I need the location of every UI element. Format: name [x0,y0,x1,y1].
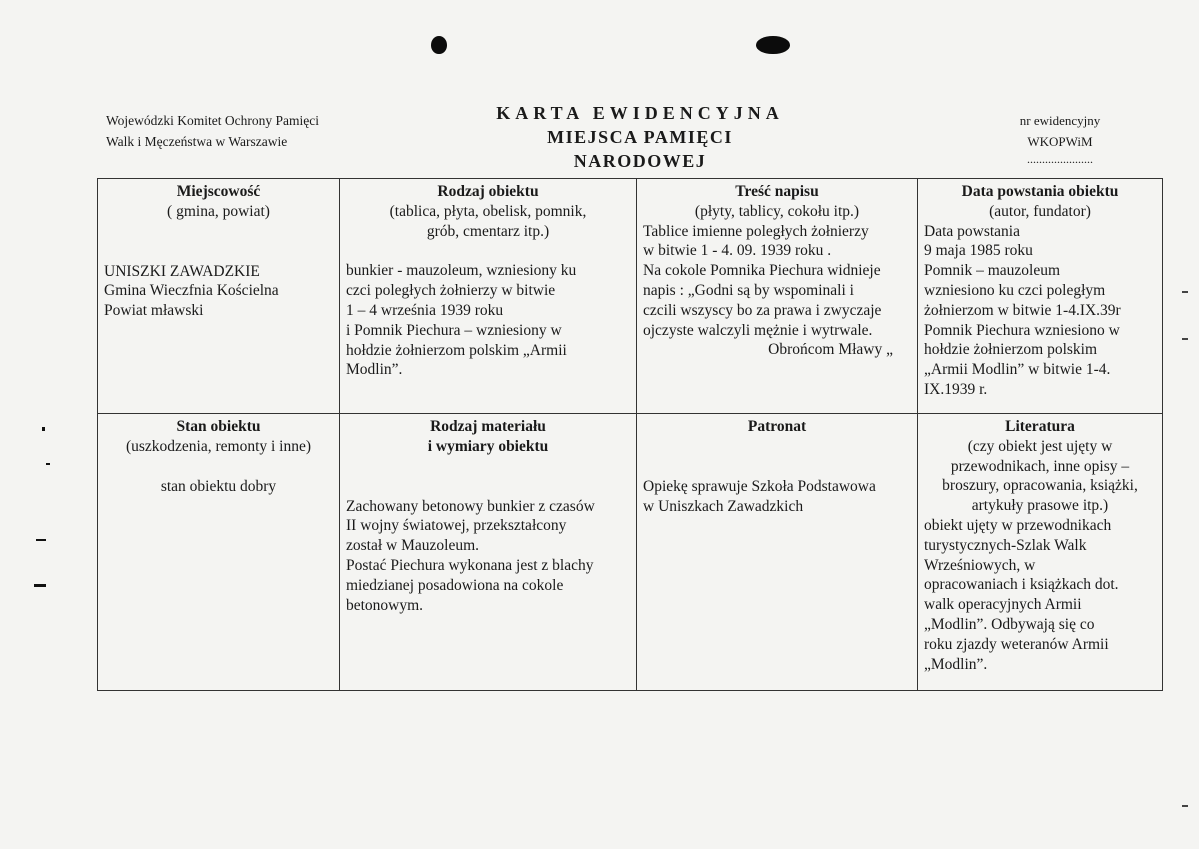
heading-literature: Literatura [1005,418,1075,435]
subheading-location: ( gmina, powiat) [167,202,270,220]
object-type-line: czci poległych żołnierzy w bitwie [346,282,556,300]
heading-patronage: Patronat [747,418,807,435]
literature-line: walk operacyjnych Armii [924,596,1082,614]
scan-speck [36,539,46,541]
creation-date-line: żołnierzom w bitwie 1-4.IX.39r [924,301,1121,319]
issuer-line-1: Wojewódzki Komitet Ochrony Pamięci [106,113,319,128]
material-line: miedzianej posadowiona na cokole [346,576,564,594]
inscription-line: napis : „Godni są by wspominali i [643,281,854,299]
inscription-line: Tablice imienne poległych żołnierzy [643,222,869,240]
cell-creation-date [918,179,1163,414]
literature-line: obiekt ujęty w przewodnikach [924,516,1112,534]
heading-material-1: Rodzaj materiału [430,418,546,435]
inscription-dedication: Obrońcom Mławy „ [768,341,893,359]
punch-hole-left [431,36,447,54]
cell-object-type [340,179,637,414]
cell-inscription [637,179,918,414]
material-line: Zachowany betonowy bunkier z czasów [346,497,595,515]
creation-date-line: wzniesiono ku czci poległym [924,281,1106,299]
registry-number-block [1000,110,1120,166]
literature-line: „Modlin”. Odbywają się co [924,615,1095,633]
scan-speck [1182,338,1188,340]
document-title [480,101,800,173]
inscription-line: w bitwie 1 - 4. 09. 1939 roku . [643,242,832,260]
heading-creation-date: Data powstania obiektu [961,183,1119,200]
subheading-literature: broszury, opracowania, książki, [942,477,1138,495]
title-line-2: MIEJSCA PAMIĘCI NARODOWEJ [547,127,733,171]
inscription-line: Na cokole Pomnika Piechura widnieje [643,262,881,280]
literature-line: opracowaniach i książkach dot. [924,576,1119,594]
registry-code: WKOPWiM [1027,134,1093,149]
creation-date-line: Data powstania [924,222,1020,240]
title-line-1: KARTA EWIDENCYJNA [496,103,784,123]
inscription-line: ojczyste walczyli mężnie i wytrwale. [643,321,873,339]
heading-location: Miejscowość [176,183,261,200]
creation-date-line: Pomnik – mauzoleum [924,262,1061,280]
material-line: Postać Piechura wykonana jest z blachy [346,556,594,574]
object-type-line: i Pomnik Piechura – wzniesiony w [346,321,562,339]
object-type-line: hołdzie żołnierzom polskim „Armii [346,341,567,359]
literature-line: „Modlin”. [924,655,988,673]
subheading-literature: artykuły prasowe itp.) [971,497,1109,515]
scan-speck [46,463,50,465]
object-type-line: Modlin”. [346,361,403,379]
scan-speck [1182,291,1188,293]
creation-date-line: Pomnik Piechura wzniesiono w [924,321,1120,339]
subheading-condition: (uszkodzenia, remonty i inne) [125,437,312,455]
issuer-block [106,110,319,152]
literature-line: Wrześniowych, w [924,556,1036,574]
material-line: betonowym. [346,596,424,614]
condition-value: stan obiektu dobry [160,477,277,495]
subheading-inscription: (płyty, tablicy, cokołu itp.) [694,202,860,220]
location-line: Gmina Wieczfnia Kościelna [104,282,279,300]
literature-line: turystycznych-Szlak Walk [924,536,1087,554]
punch-hole-right [756,36,790,54]
cell-location [98,179,340,414]
registry-label: nr ewidencyjny [1019,113,1101,128]
subheading-object-type-2: grób, cmentarz itp.) [426,222,550,240]
issuer-line-2: Walk i Męczeństwa w Warszawie [106,134,288,149]
creation-date-line: hołdzie żołnierzom polskim [924,341,1098,359]
subheading-literature: przewodnikach, inne opisy – [950,457,1130,475]
heading-condition: Stan obiektu [176,418,261,435]
location-line: Powiat mławski [104,302,204,320]
subheading-creation-date: (autor, fundator) [989,202,1091,220]
object-type-line: bunkier - mauzoleum, wzniesiony ku [346,262,577,280]
heading-material-2: i wymiary obiektu [427,437,549,455]
cell-material [340,414,637,691]
inscription-line: czcili wszyscy bo za prawa i zwyczaje [643,301,882,319]
subheading-object-type-1: (tablica, płyta, obelisk, pomnik, [389,202,587,220]
table-row [98,414,1163,691]
cell-patronage [637,414,918,691]
subheading-literature: (czy obiekt jest ujęty w [967,437,1113,455]
patronage-line: w Uniszkach Zawadzkich [643,497,804,515]
table-row [98,179,1163,414]
location-line: UNISZKI ZAWADZKIE [104,262,260,280]
material-line: II wojny światowej, przekształcony [346,517,567,535]
object-type-line: 1 – 4 września 1939 roku [346,301,504,319]
scan-speck [1182,805,1188,807]
scan-speck [42,427,45,431]
material-line: został w Mauzoleum. [346,537,480,555]
literature-line: roku zjazdy weteranów Armii [924,635,1109,653]
scan-speck [34,584,46,587]
heading-inscription: Treść napisu [735,183,819,200]
cell-condition [98,414,340,691]
patronage-line: Opiekę sprawuje Szkoła Podstawowa [643,477,876,495]
record-table [97,178,1163,691]
creation-date-line: IX.1939 r. [924,380,988,398]
heading-object-type: Rodzaj obiektu [437,183,539,200]
registry-number-field: ...................... [1027,152,1093,166]
creation-date-line: 9 maja 1985 roku [924,242,1033,260]
cell-literature [918,414,1163,691]
creation-date-line: „Armii Modlin” w bitwie 1-4. [924,361,1111,379]
